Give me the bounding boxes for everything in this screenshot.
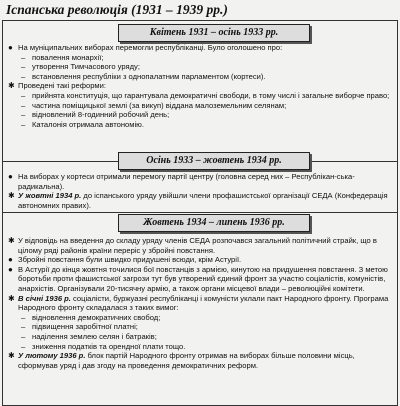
bullet-icon: ✱ xyxy=(8,351,15,361)
period-header: Осінь 1933 – жовтень 1934 рр. xyxy=(118,152,310,170)
section-content xyxy=(8,236,396,370)
page-title: Іспанська революція (1931 – 1939 рр.) xyxy=(6,2,228,17)
dash-icon: – xyxy=(21,110,26,120)
dash-icon: – xyxy=(21,52,26,62)
dash-icon: – xyxy=(21,71,26,81)
sub-item xyxy=(8,120,396,130)
sub-item-text: відновлення демократичних свобод; xyxy=(32,312,161,322)
sub-item xyxy=(8,332,396,342)
dash-icon: – xyxy=(21,62,26,72)
sub-item-text: відновлений 8-годинний робочий день; xyxy=(32,110,170,120)
sub-item xyxy=(8,53,396,63)
sub-item xyxy=(8,322,396,332)
sub-item xyxy=(8,91,396,101)
sub-item xyxy=(8,72,396,82)
sub-item xyxy=(8,110,396,120)
sub-item xyxy=(8,313,396,323)
sub-item-text: наділення землею селян і батраків; xyxy=(32,331,157,341)
bullet-icon: ● xyxy=(8,172,13,181)
item-lead: У жовтні 1934 р. xyxy=(18,191,82,201)
list-item xyxy=(8,351,396,370)
item-text: На муніципальних виборах перемогли республіканці. Було оголошено про: xyxy=(18,43,283,52)
bullet-icon: ● xyxy=(8,43,13,52)
dash-icon: – xyxy=(21,322,26,332)
dash-icon: – xyxy=(21,90,26,100)
bullet-icon: ✱ xyxy=(8,293,15,303)
sub-item-text: зниження податків та орендної плати тощо. xyxy=(32,341,186,351)
dash-icon: – xyxy=(21,341,26,351)
sub-item-text: частина поміщицької землі (за викуп) віддана малоземельним селянам; xyxy=(32,100,287,110)
sub-item xyxy=(8,101,396,111)
section-content xyxy=(8,172,396,210)
item-text: блок партій Народного фронту отримав на виборах більше половини місць, сформував уряд і дав згоду на проведення демократичних реформ. xyxy=(18,351,355,370)
bullet-icon: ● xyxy=(8,255,13,265)
bullet-icon: ✱ xyxy=(8,191,15,201)
sub-item-text: повалення монархії; xyxy=(32,52,104,62)
sub-item-text: підвищення заробітної платні; xyxy=(32,322,138,332)
list-item xyxy=(8,255,396,265)
item-text: В Астурії до кінця жовтня точилися бої повстанців з армією, кинутою на придушення повстання. З метою боротьби проти фашистської загрози тут був утворений єдиний фронт за участю соціалістів, комуністів, анархістів. Організували 20-тисячну армію, а також органи місцевої влади – революційні комітети. xyxy=(18,264,388,293)
item-text: У відповідь на введення до складу уряду членів СЕДА розпочався загальний політичний страйк, що в цілому ряді районів країни переріс у збройні повстання. xyxy=(18,236,377,255)
period-header: Квітень 1931 – осінь 1933 рр. xyxy=(118,24,310,42)
list-item xyxy=(8,191,396,210)
dash-icon: – xyxy=(21,100,26,110)
dash-icon: – xyxy=(21,119,26,129)
dash-icon: – xyxy=(21,312,26,322)
bullet-icon: ✱ xyxy=(8,236,15,245)
bullet-icon: ● xyxy=(8,264,13,274)
item-text: до іспанського уряду увійшли члени профашистської організації СЕДА (Конфедерація автономних правих). xyxy=(18,191,388,210)
sub-item-text: встановлення республіки з однопалатним парламентом (кортеси). xyxy=(32,71,266,81)
sub-item-text: Каталонія отримала автономію. xyxy=(32,119,144,129)
item-text: Проведені такі реформи: xyxy=(18,81,107,91)
item-text: Збройні повстання були швидко придушені всюди, крім Астурії. xyxy=(18,255,242,265)
list-item xyxy=(8,236,396,255)
item-lead: В січні 1936 р. xyxy=(18,293,71,303)
sub-item xyxy=(8,62,396,72)
sub-item xyxy=(8,342,396,352)
bullet-icon: ✱ xyxy=(8,81,15,91)
item-lead: У лютому 1936 р. xyxy=(18,351,86,361)
period-header: Жовтень 1934 – липень 1936 рр. xyxy=(118,214,310,232)
list-item xyxy=(8,294,396,313)
section-content xyxy=(8,43,396,129)
sub-item-text: прийнята конституція, що гарантувала демократичні свободи, в тому числі і загальне виборче право; xyxy=(32,90,390,100)
item-text: соціалісти, буржуазні республіканці і комуністи уклали пакт Народного фронту. Програма Народного фронту складалася з таких вимог: xyxy=(18,293,389,313)
item-text: На виборах у кортеси отримали перемогу партії центру (головна серед них – Республікан-ська-радикальна). xyxy=(18,172,355,191)
dash-icon: – xyxy=(21,331,26,341)
list-item xyxy=(8,81,396,91)
list-item xyxy=(8,265,396,294)
sub-item-text: утворення Тимчасового уряду; xyxy=(32,62,140,72)
list-item xyxy=(8,43,396,53)
list-item xyxy=(8,172,396,191)
